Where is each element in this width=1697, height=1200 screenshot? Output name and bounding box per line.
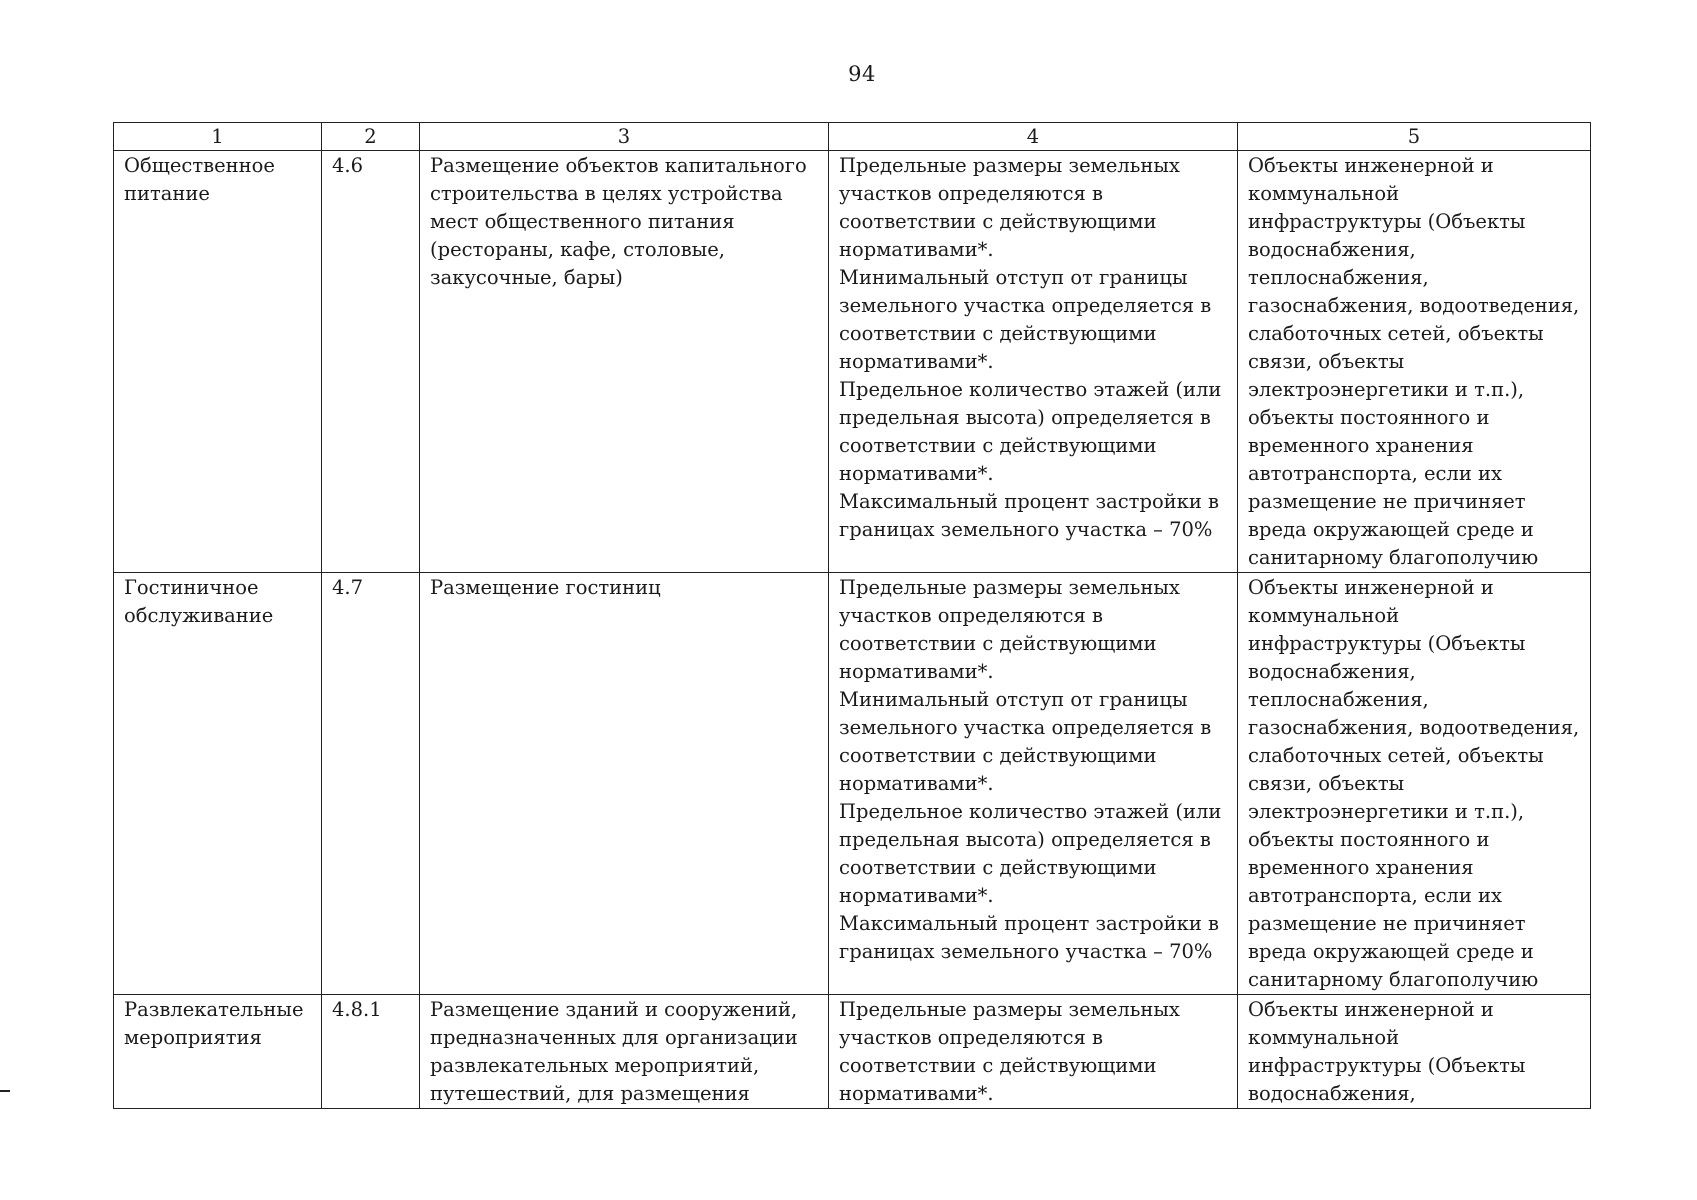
use-description-cell: Размещение объектов капитального строительства в целях устройства мест общественного питания (рестораны, кафе, столовые, закусочные, бары) bbox=[420, 151, 829, 573]
table-row bbox=[114, 995, 1591, 1109]
header-row bbox=[114, 123, 1591, 151]
use-auxiliary-cell: Объекты инженерной и коммунальной инфраструктуры (Объекты водоснабжения, bbox=[1238, 995, 1591, 1109]
use-name-cell: Развлекательные мероприятия bbox=[114, 995, 322, 1109]
header-cell-3: 3 bbox=[420, 123, 829, 151]
margin-tick-mark bbox=[0, 1090, 10, 1092]
page-number: 94 bbox=[848, 62, 876, 86]
use-code-cell: 4.7 bbox=[322, 573, 420, 995]
use-parameters-cell: Предельные размеры земельных участков определяются в соответствии с действующими нормативами*. Минимальный отступ от границы земельного участка определяется в соответствии с действующими нормативами*. Предельное количество этажей (или предельная высота) определяется в соответствии с действующими нормативами*. Максимальный процент застройки в границах земельного участка – 70% bbox=[829, 151, 1238, 573]
use-code-cell: 4.8.1 bbox=[322, 995, 420, 1109]
header-cell-4: 4 bbox=[829, 123, 1238, 151]
land-use-table bbox=[113, 122, 1591, 1109]
use-description-cell: Размещение зданий и сооружений, предназначенных для организации развлекательных мероприятий, путешествий, для размещения bbox=[420, 995, 829, 1109]
use-description-cell: Размещение гостиниц bbox=[420, 573, 829, 995]
header-cell-2: 2 bbox=[322, 123, 420, 151]
use-name-cell: Общественное питание bbox=[114, 151, 322, 573]
use-auxiliary-cell: Объекты инженерной и коммунальной инфраструктуры (Объекты водоснабжения, теплоснабжения, газоснабжения, водоотведения, слаботочных сетей, объекты связи, объекты электроэнергетики и т.п.), объекты постоянного и временного хранения автотранспорта, если их размещение не причиняет вреда окружающей среде и санитарному благополучию bbox=[1238, 573, 1591, 995]
use-auxiliary-cell: Объекты инженерной и коммунальной инфраструктуры (Объекты водоснабжения, теплоснабжения, газоснабжения, водоотведения, слаботочных сетей, объекты связи, объекты электроэнергетики и т.п.), объекты постоянного и временного хранения автотранспорта, если их размещение не причиняет вреда окружающей среде и санитарному благополучию bbox=[1238, 151, 1591, 573]
header-cell-5: 5 bbox=[1238, 123, 1591, 151]
use-code-cell: 4.6 bbox=[322, 151, 420, 573]
use-name-cell: Гостиничное обслуживание bbox=[114, 573, 322, 995]
use-parameters-cell: Предельные размеры земельных участков определяются в соответствии с действующими нормативами*. Минимальный отступ от границы земельного участка определяется в соответствии с действующими нормативами*. Предельное количество этажей (или предельная высота) определяется в соответствии с действующими нормативами*. Максимальный процент застройки в границах земельного участка – 70% bbox=[829, 573, 1238, 995]
table-row bbox=[114, 151, 1591, 573]
header-cell-1: 1 bbox=[114, 123, 322, 151]
table-row bbox=[114, 573, 1591, 995]
use-parameters-cell: Предельные размеры земельных участков определяются в соответствии с действующими нормативами*. bbox=[829, 995, 1238, 1109]
